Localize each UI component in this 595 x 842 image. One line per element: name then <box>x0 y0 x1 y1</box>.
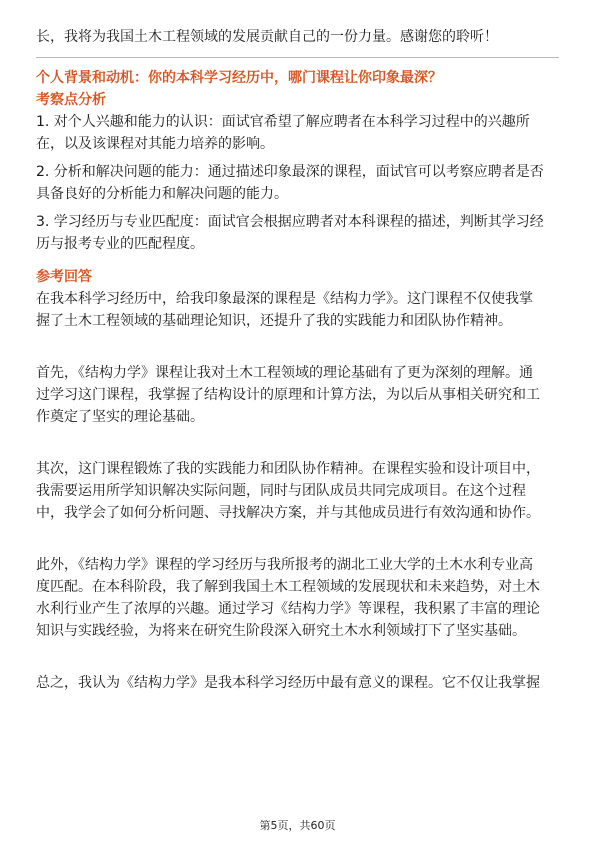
answer-line: 度匹配。在本科阶段，我了解到我国土木工程领域的发展现状和未来趋势，对土木 <box>36 579 540 595</box>
analysis-item-line: 1. 对个人兴趣和能力的认识：面试官希望了解应聘者在本科学习过程中的兴趣所 <box>36 114 530 130</box>
answer-line: 握了土木工程领域的基础理论知识，还提升了我的实践能力和团队协作精神。 <box>36 313 512 329</box>
analysis-item-line: 3. 学习经历与专业匹配度：面试官会根据应聘者对本科课程的描述，判断其学习经 <box>36 214 544 230</box>
analysis-item-line: 在，以及该课程对其能力培养的影响。 <box>36 136 274 152</box>
answer-line: 中，我学会了如何分析问题、寻找解决方案，并与其他成员进行有效沟通和协作。 <box>36 505 540 521</box>
answer-line: 此外，《结构力学》课程的学习经历与我所报考的湖北工业大学的土木水利专业高 <box>36 557 533 573</box>
answer-line: 总之，我认为《结构力学》是我本科学习经历中最有意义的课程。它不仅让我掌握 <box>36 675 540 691</box>
answer-paragraph <box>36 554 559 642</box>
answer-line: 其次，这门课程锻炼了我的实践能力和团队协作精神。在课程实验和设计项目中， <box>36 461 540 477</box>
page-content <box>36 26 559 724</box>
answer-title: 参考回答 <box>36 269 92 285</box>
answer-line: 知识与实践经验，为将来在研究生阶段深入研究土木水利领域打下了坚实基础。 <box>36 623 526 639</box>
analysis-item-line: 2. 分析和解决问题的能力：通过描述印象最深的课程，面试官可以考察应聘者是否 <box>36 164 544 180</box>
answer-line: 过学习这门课程，我掌握了结构设计的原理和计算方法，为以后从事相关研究和工 <box>36 387 540 403</box>
answer-paragraph <box>36 458 559 524</box>
analysis-item-line: 历与报考专业的匹配程度。 <box>36 236 204 252</box>
answer-line: 作奠定了坚实的理论基础。 <box>36 409 204 425</box>
question-heading: 个人背景和动机：你的本科学习经历中，哪门课程让你印象最深？ <box>36 70 442 86</box>
section-divider <box>36 57 559 58</box>
answer-line: 在我本科学习经历中，给我印象最深的课程是《结构力学》。这门课程不仅使我掌 <box>36 291 533 307</box>
analysis-item <box>36 161 559 205</box>
answer-paragraph <box>36 672 559 694</box>
answer-line: 水利行业产生了浓厚的兴趣。通过学习《结构力学》等课程，我积累了丰富的理论 <box>36 601 540 617</box>
analysis-item <box>36 111 559 155</box>
answer-line: 首先，《结构力学》课程让我对土木工程领域的理论基础有了更为深刻的理解。通 <box>36 365 533 381</box>
intro-line: 长，我将为我国土木工程领域的发展贡献自己的一份力量。感谢您的聆听！ <box>36 29 498 45</box>
page-number-footer: 第5页，共60页 <box>259 819 336 832</box>
answer-line: 我需要运用所学知识解决实际问题，同时与团队成员共同完成项目。在这个过程 <box>36 483 526 499</box>
intro-paragraph <box>36 26 559 48</box>
answer-paragraph <box>36 362 559 428</box>
answer-paragraph <box>36 288 559 332</box>
analysis-title: 考察点分析 <box>36 92 106 108</box>
analysis-item-line: 具备良好的分析能力和解决问题的能力。 <box>36 186 288 202</box>
analysis-item <box>36 211 559 255</box>
analysis-list <box>36 111 559 255</box>
